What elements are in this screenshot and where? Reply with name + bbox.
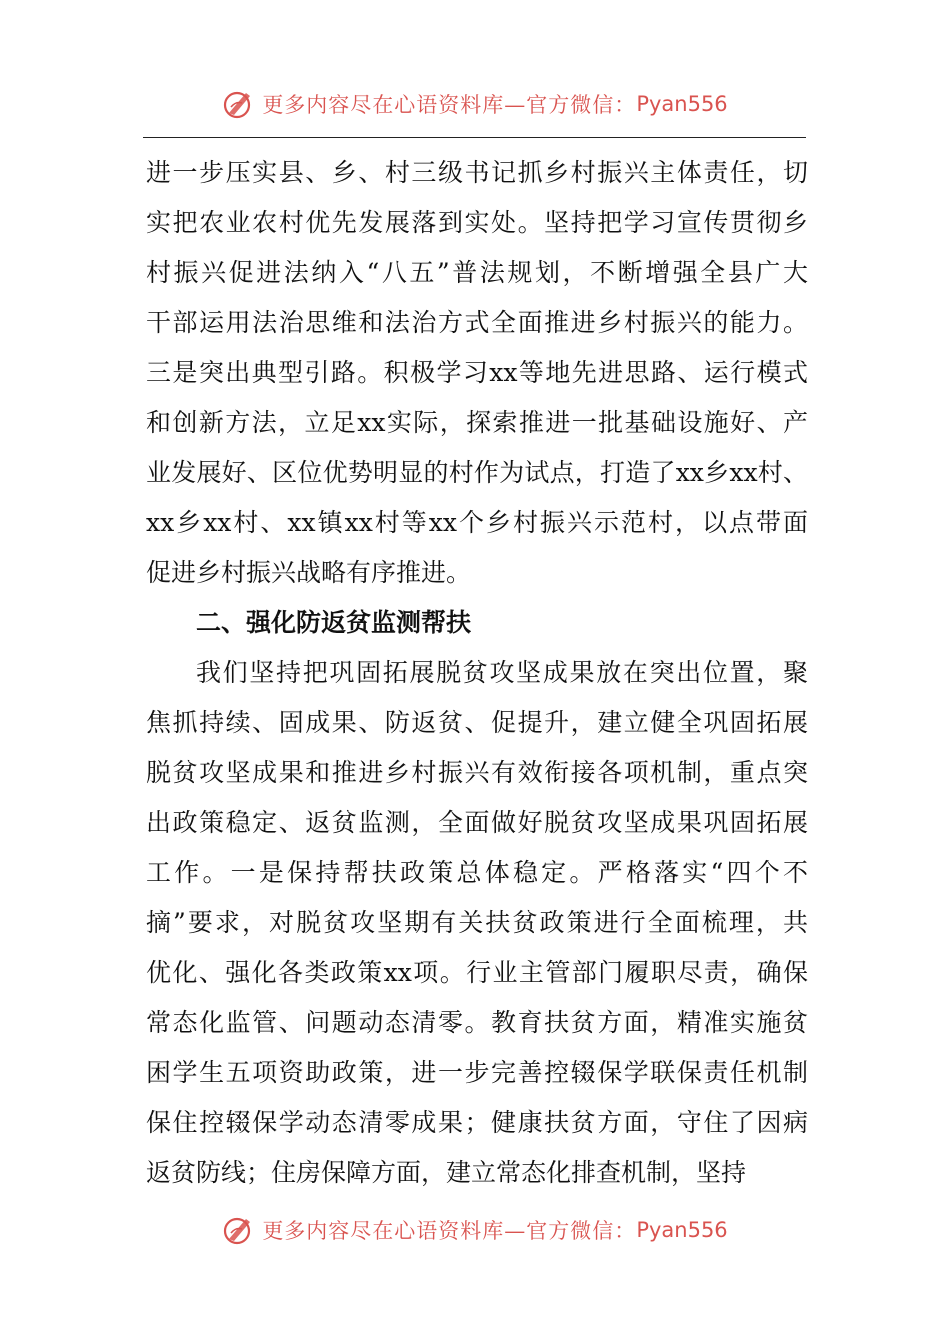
wechat-id: Pyan556 (636, 92, 728, 116)
text-line: 业发展好、区位优势明显的村作为试点，打造了xx乡xx村、 (146, 458, 808, 487)
text-line: 摘”要求，对脱贫攻坚期有关扶贫政策进行全面梳理，共 (146, 908, 808, 937)
text-line: 我们坚持把巩固拓展脱贫攻坚成果放在突出位置，聚 (196, 658, 808, 687)
text-line: 困学生五项资助政策，进一步完善控辍保学联保责任机制 (146, 1058, 808, 1087)
text-line: xx乡xx村、xx镇xx村等xx个乡村振兴示范村，以点带面 (146, 508, 808, 537)
text-line: 优化、强化各类政策xx项。行业主管部门履职尽责，确保 (146, 958, 808, 987)
text-line: 脱贫攻坚成果和推进乡村振兴有效衔接各项机制，重点突 (146, 758, 808, 787)
section-heading: 二、强化防返贫监测帮扶 (196, 608, 472, 637)
text-line: 返贫防线；住房保障方面，建立常态化排查机制，坚持 (146, 1158, 747, 1187)
header-divider (143, 137, 806, 138)
watermark-text: 更多内容尽在心语资料库—官方微信： (262, 1219, 637, 1243)
footer-watermark (0, 1212, 950, 1248)
text-line: 促进乡村振兴战略有序推进。 (146, 558, 472, 587)
text-line: 实把农业农村优先发展落到实处。坚持把学习宣传贯彻乡 (146, 208, 808, 237)
text-line: 干部运用法治思维和法治方式全面推进乡村振兴的能力。 (146, 308, 808, 337)
text-line: 村振兴促进法纳入“八五”普法规划，不断增强全县广大 (146, 258, 808, 287)
text-line: 常态化监管、问题动态清零。教育扶贫方面，精准实施贫 (146, 1008, 808, 1037)
paragraph-block-1 (146, 148, 808, 598)
header-watermark (0, 86, 950, 122)
text-line: 工作。一是保持帮扶政策总体稳定。严格落实“四个不 (146, 858, 808, 887)
paragraph-block-2 (146, 648, 808, 1198)
text-line: 保住控辍保学动态清零成果；健康扶贫方面，守住了因病 (146, 1108, 808, 1137)
watermark-text: 更多内容尽在心语资料库—官方微信： (262, 93, 637, 117)
text-line: 焦抓持续、固成果、防返贫、促提升，建立健全巩固拓展 (146, 708, 808, 737)
document-body (146, 148, 808, 1198)
text-line: 出政策稳定、返贫监测，全面做好脱贫攻坚成果巩固拓展 (146, 808, 808, 837)
pen-logo-icon (222, 87, 256, 121)
text-line: 进一步压实县、乡、村三级书记抓乡村振兴主体责任，切 (146, 158, 808, 187)
wechat-id: Pyan556 (636, 1218, 728, 1242)
text-line: 三是突出典型引路。积极学习xx等地先进思路、运行模式 (146, 358, 808, 387)
text-line: 和创新方法，立足xx实际，探索推进一批基础设施好、产 (146, 408, 808, 437)
pen-logo-icon (222, 1213, 256, 1247)
